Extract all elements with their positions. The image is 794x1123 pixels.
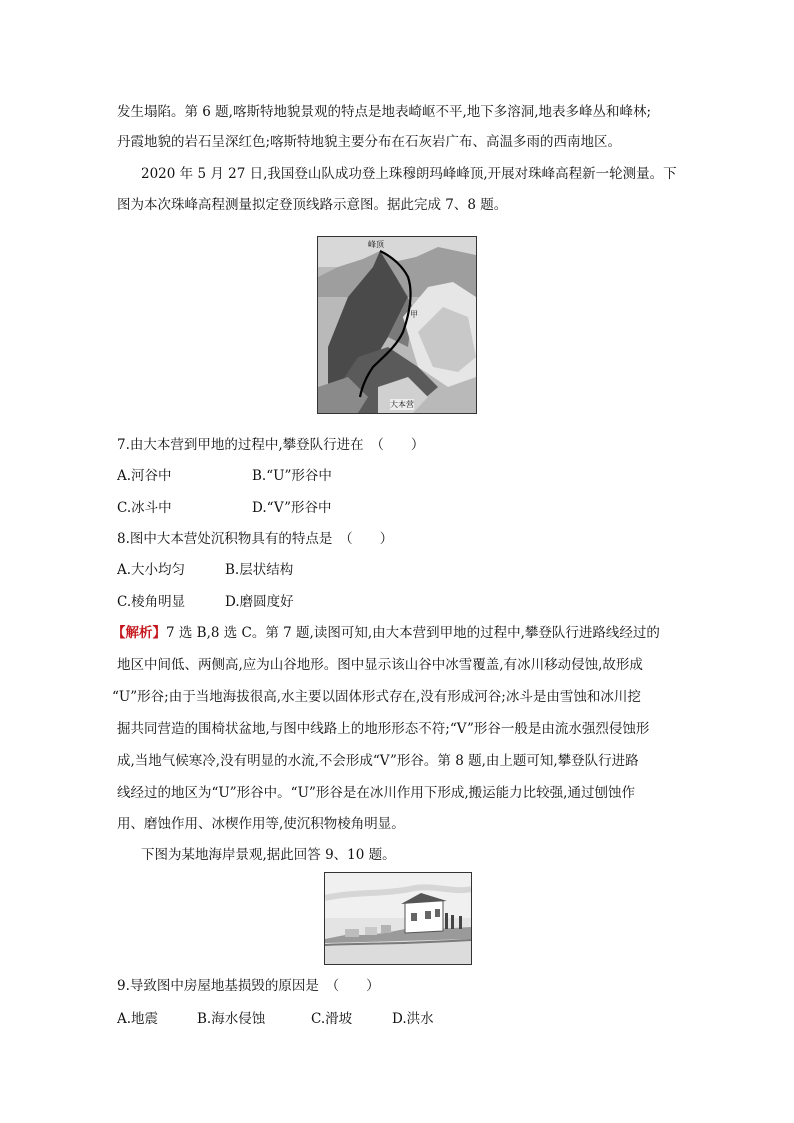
passage2-line-1: 下图为某地海岸景观,据此回答 9、10 题。	[141, 847, 396, 863]
q8-option-b: B.层状结构	[225, 562, 294, 578]
coast-house-illustration	[325, 873, 471, 964]
analysis-line-1	[112, 624, 660, 642]
everest-route-figure	[317, 236, 477, 414]
q7-stem: 7.由大本营到甲地的过程中,攀登队行进在 （ ）	[117, 437, 425, 453]
q7-option-d: D.“V”形谷中	[252, 500, 332, 516]
analysis-tag: 【解析】	[112, 625, 166, 641]
passage1-line-1: 2020 年 5 月 27 日,我国登山队成功登上珠穆朗玛峰峰顶,开展对珠峰高程新一轮测量。下	[141, 166, 677, 182]
analysis-line-5: 成,当地气候寒冷,没有明显的水流,不会形成“V”形谷。第 8 题,由上题可知,攀登队行进路	[117, 753, 639, 769]
q9-option-d: D.洪水	[392, 1011, 434, 1027]
analysis-line-1-rest: 。第 7 题,读图可知,由大本营到甲地的过程中,攀登队行进路线经过的	[251, 625, 660, 641]
intro-line-2: 丹霞地貌的岩石呈深红色;喀斯特地貌主要分布在石灰岩广布、高温多雨的西南地区。	[117, 134, 622, 150]
q8-stem: 8.图中大本营处沉积物具有的特点是 （ ）	[117, 531, 394, 547]
q9-stem: 9.导致图中房屋地基损毁的原因是 （ ）	[117, 978, 380, 994]
everest-route-illustration	[318, 237, 476, 413]
peak-label: 峰顶	[368, 240, 384, 249]
point-jia-label: 甲	[410, 310, 418, 319]
analysis-line-3: “U”形谷;由于当地海拔很高,水主要以固体形式存在,没有形成河谷;冰斗是由雪蚀和冰川挖	[112, 689, 641, 705]
passage1-line-2: 图为本次珠峰高程测量拟定登顶线路示意图。据此完成 7、8 题。	[117, 197, 508, 213]
q7-option-c: C.冰斗中	[117, 500, 172, 516]
analysis-line-2: 地区中间低、两侧高,应为山谷地形。图中显示该山谷中冰雪覆盖,有冰川移动侵蚀,故形成	[117, 657, 643, 673]
base-camp-label: 大本营	[390, 400, 414, 409]
q8-option-a: A.大小均匀	[117, 562, 186, 578]
analysis-line-4: 掘共同营造的围椅状盆地,与图中线路上的地形形态不符;“V”形谷一般是由流水强烈侵蚀形	[117, 721, 650, 737]
q7-option-b: B.“U”形谷中	[252, 468, 332, 484]
intro-line-1: 发生塌陷。第 6 题,喀斯特地貌景观的特点是地表崎岖不平,地下多溶洞,地表多峰丛和峰林;	[117, 104, 652, 120]
analysis-answer: 7 选 B,8 选 C	[166, 625, 252, 641]
q7-option-a: A.河谷中	[117, 468, 172, 484]
q9-option-a: A.地震	[117, 1011, 159, 1027]
q9-option-b: B.海水侵蚀	[197, 1011, 266, 1027]
analysis-line-7: 用、磨蚀作用、冰楔作用等,使沉积物棱角明显。	[117, 816, 405, 832]
q8-option-c: C.棱角明显	[117, 594, 186, 610]
q9-option-c: C.滑坡	[311, 1011, 353, 1027]
analysis-line-6: 线经过的地区为“U”形谷中。“U”形谷是在冰川作用下形成,搬运能力比较强,通过刨蚀作	[117, 785, 635, 801]
q8-option-d: D.磨圆度好	[225, 594, 294, 610]
coast-house-figure	[324, 872, 472, 965]
